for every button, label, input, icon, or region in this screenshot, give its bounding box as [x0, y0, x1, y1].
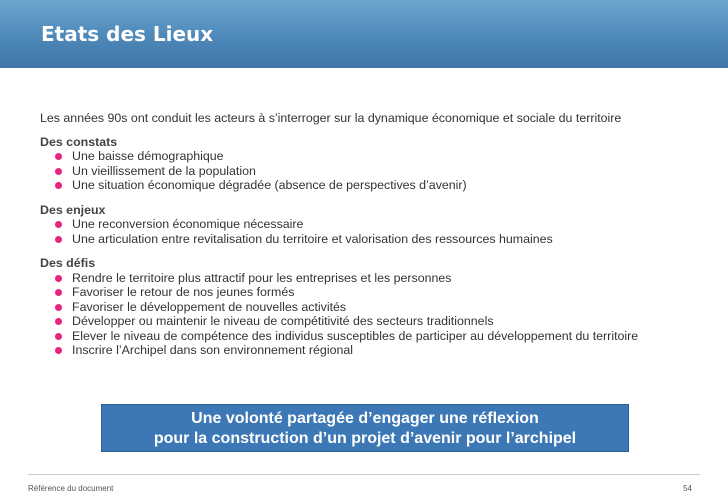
list-item: Inscrire l’Archipel dans son environnement régional — [40, 343, 680, 358]
footer-divider — [28, 474, 700, 475]
intro-text: Les années 90s ont conduit les acteurs à s’interroger sur la dynamique économique et sociale du territoire — [40, 111, 622, 125]
section-heading: Des constats — [40, 134, 118, 149]
section-defis — [40, 256, 680, 358]
section-constats — [40, 135, 680, 193]
list-item: Elever le niveau de compétence des individus susceptibles de participer au développement du territoire — [40, 329, 680, 344]
slide-content — [40, 111, 680, 368]
list-item: Favoriser le développement de nouvelles activités — [40, 300, 680, 315]
banner-line-1: Une volonté partagée d’engager une réflexion — [191, 410, 539, 427]
bullet-list — [40, 217, 680, 246]
bullet-list — [40, 271, 680, 358]
section-heading: Des défis — [40, 256, 96, 270]
bullet-list — [40, 149, 680, 193]
list-item: Une reconversion économique nécessaire — [40, 217, 680, 232]
list-item: Développer ou maintenir le niveau de compétitivité des secteurs traditionnels — [40, 314, 680, 329]
slide-title: Etats des Lieux — [41, 22, 214, 46]
list-item: Un vieillissement de la population — [40, 164, 680, 179]
title-bar — [0, 0, 728, 68]
list-item: Favoriser le retour de nos jeunes formés — [40, 285, 680, 300]
section-heading: Des enjeux — [40, 202, 106, 217]
list-item: Une situation économique dégradée (absence de perspectives d’avenir) — [40, 178, 680, 193]
section-enjeux — [40, 203, 680, 247]
list-item: Une baisse démographique — [40, 149, 680, 164]
conclusion-banner — [101, 404, 629, 452]
banner-line-2: pour la construction d’un projet d’avenir pour l’archipel — [153, 430, 577, 447]
page-number: 54 — [683, 484, 692, 493]
list-item: Une articulation entre revitalisation du territoire et valorisation des ressources humaines — [40, 232, 680, 247]
list-item: Rendre le territoire plus attractif pour les entreprises et les personnes — [40, 271, 680, 286]
footer-reference: Référence du document — [28, 484, 114, 493]
